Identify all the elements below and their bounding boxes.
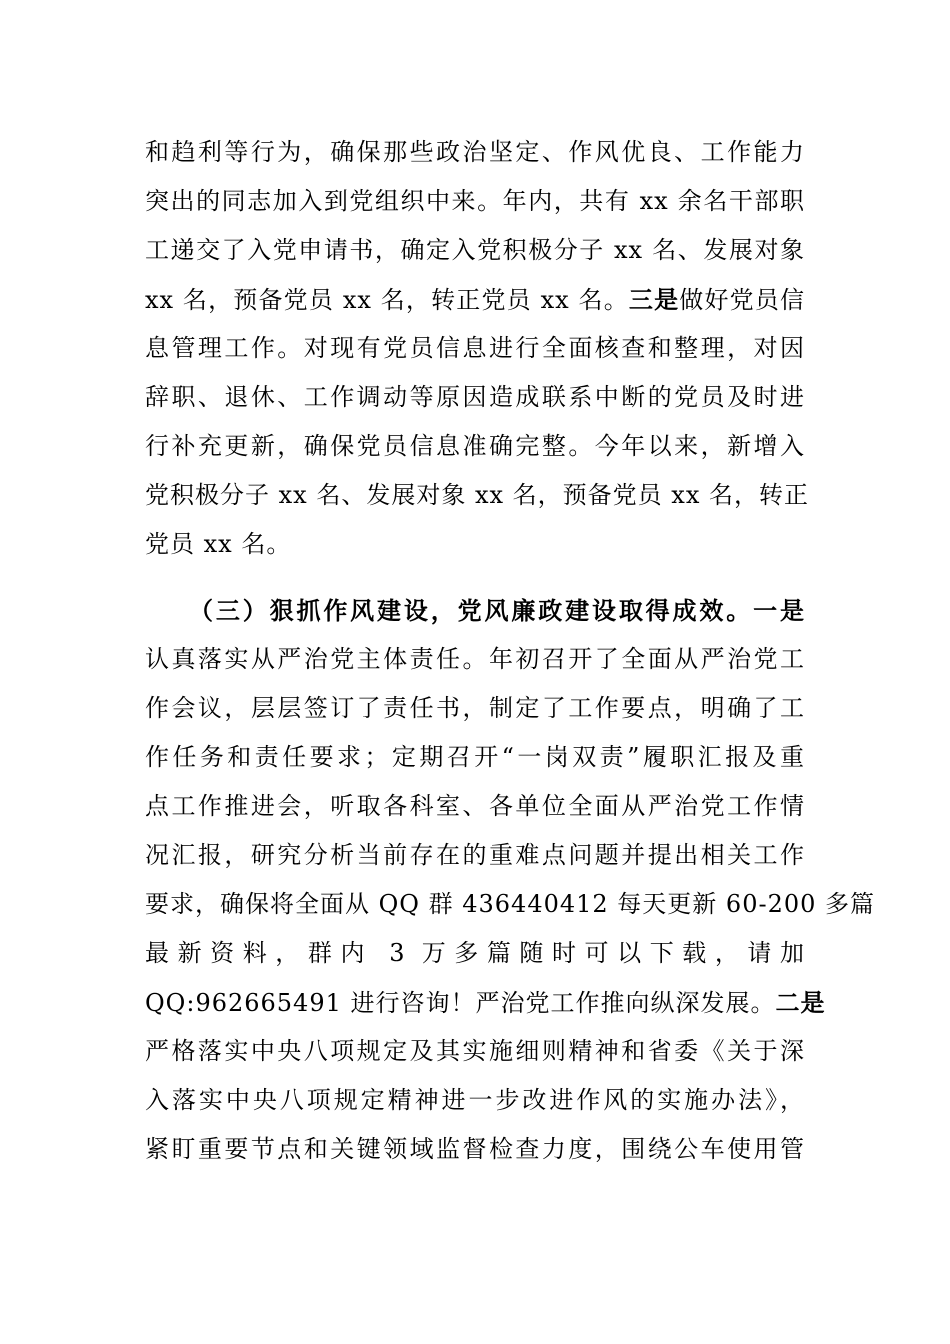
- text-line: 党积极分子 xx 名、发展对象 xx 名，预备党员 xx 名，转正: [145, 481, 809, 509]
- text-run: xx 名，预备党员 xx 名，转正党员 xx 名。: [145, 286, 629, 314]
- text-line: 要求，确保将全面从 QQ 群 436440412 每天更新 60-200 多篇: [145, 890, 876, 918]
- text-line: 点工作推进会，听取各科室、各单位全面从严治党工作情: [145, 792, 805, 820]
- text-line: 和趋利等行为，确保那些政治坚定、作风优良、工作能力: [145, 138, 805, 166]
- text-line: 况汇报，研究分析当前存在的重难点问题并提出相关工作: [145, 841, 805, 869]
- text-run: QQ:962665491 进行咨询！严治党工作推向纵深发展。: [145, 989, 776, 1017]
- paragraph-work-style-construction: [145, 586, 876, 1174]
- text-line: 突出的同志加入到党组织中来。年内，共有 xx 余名干部职: [145, 187, 805, 215]
- text-line: 作会议，层层签订了责任书，制定了工作要点，明确了工: [145, 694, 805, 722]
- section-heading: （三）狠抓作风建设，党风廉政建设取得成效。: [189, 596, 754, 625]
- text-line: 认真落实从严治党主体责任。年初召开了全面从严治党工: [145, 645, 805, 673]
- text-line: 辞职、退休、工作调动等原因造成联系中断的党员及时进: [145, 383, 805, 411]
- text-line: [145, 978, 826, 1027]
- text-run: 做好党员信: [679, 286, 806, 314]
- text-line: 息管理工作。对现有党员信息进行全面核查和整理，对因: [145, 334, 805, 362]
- text-line: 入落实中央八项规定精神进一步改进作风的实施办法》，: [145, 1086, 805, 1114]
- text-line: 工递交了入党申请书，确定入党积极分子 xx 名、发展对象: [145, 236, 805, 264]
- text-line: 紧盯重要节点和关键领域监督检查力度，围绕公车使用管: [145, 1135, 805, 1163]
- text-line: 最新资料，群内 3 万多篇随时可以下载，请加: [145, 939, 805, 967]
- text-line: [145, 275, 805, 324]
- bold-marker: 二是: [775, 988, 826, 1017]
- text-line: 党员 xx 名。: [145, 530, 292, 558]
- paragraph-party-member-development: [145, 128, 809, 569]
- text-line: 严格落实中央八项规定及其实施细则精神和省委《关于深: [145, 1037, 805, 1065]
- bold-marker: 三是: [628, 285, 680, 314]
- bold-marker: 一是: [753, 596, 806, 625]
- text-line: 作任务和责任要求；定期召开“一岗双责”履职汇报及重: [145, 743, 805, 771]
- section-heading-line: [145, 586, 805, 635]
- text-line: 行补充更新，确保党员信息准确完整。今年以来，新增入: [145, 432, 805, 460]
